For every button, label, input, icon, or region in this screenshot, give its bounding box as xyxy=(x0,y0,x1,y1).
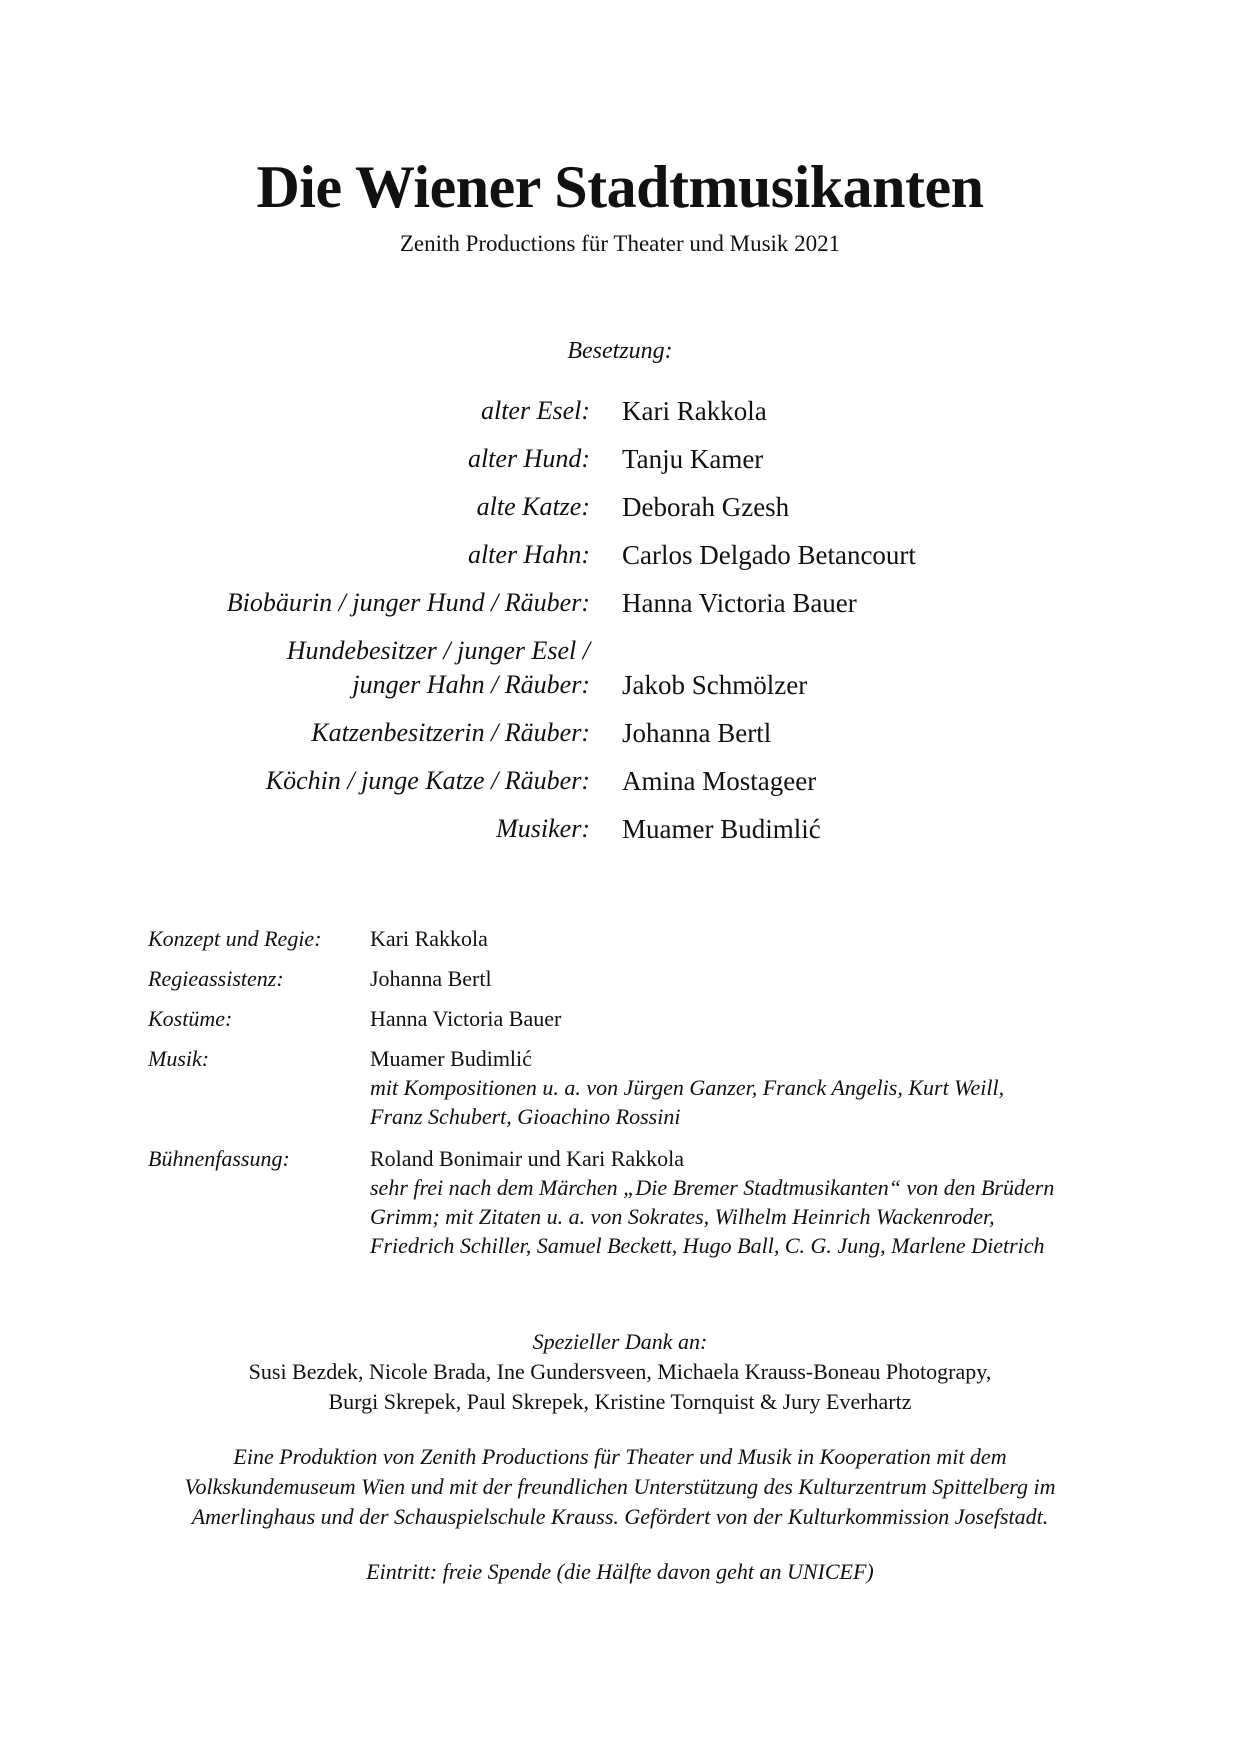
cast-role: alter Hund: xyxy=(467,444,590,473)
cast-role: Biobäurin / junger Hund / Räuber: xyxy=(226,588,590,617)
crew-row xyxy=(148,1144,1108,1264)
cast-row xyxy=(0,812,1240,860)
crew-note: sehr frei nach dem Märchen „Die Bremer Stadtmusikanten“ von den Brüdern xyxy=(370,1175,1055,1200)
cast-actor: Johanna Bertl xyxy=(622,718,772,748)
cast-role: alter Esel: xyxy=(480,396,590,425)
cast-actor: Amina Mostageer xyxy=(622,766,817,796)
cast-role-line: junger Hahn / Räuber: xyxy=(352,670,590,699)
cast-role-line: Hundebesitzer / junger Esel / xyxy=(286,636,590,665)
cast-actor: Jakob Schmölzer xyxy=(622,670,808,700)
cast-role: Katzenbesitzerin / Räuber: xyxy=(311,718,590,747)
crew-note: Franz Schubert, Gioachino Rossini xyxy=(370,1104,681,1129)
thanks-list xyxy=(180,1357,1060,1417)
cast-row xyxy=(0,586,1240,634)
crew-name: Muamer Budimlić xyxy=(370,1046,532,1071)
cast-actor: Carlos Delgado Betancourt xyxy=(622,540,916,570)
crew-label: Bühnenfassung: xyxy=(148,1146,290,1171)
crew-note: mit Kompositionen u. a. von Jürgen Ganzer, Franck Angelis, Kurt Weill, xyxy=(370,1075,1005,1100)
crew-note: Grimm; mit Zitaten u. a. von Sokrates, Wilhelm Heinrich Wackenroder, xyxy=(370,1204,995,1229)
cast-role: Köchin / junge Katze / Räuber: xyxy=(265,766,590,795)
cast-role: alter Hahn: xyxy=(467,540,590,569)
crew-body xyxy=(370,924,1108,953)
crew-label: Kostüme: xyxy=(148,1006,233,1031)
cast-role xyxy=(70,634,590,702)
crew-label: Konzept und Regie: xyxy=(148,926,322,951)
crew-row xyxy=(148,1044,1108,1144)
cast-heading: Besetzung: xyxy=(567,338,673,364)
production-line: Eine Produktion von Zenith Productions für Theater und Musik in Kooperation mit dem xyxy=(233,1444,1007,1469)
production-line: Amerlinghaus und der Schauspielschule Krauss. Gefördert von der Kulturkommission Josefstadt. xyxy=(191,1504,1049,1529)
cast-row xyxy=(0,764,1240,812)
production-credit xyxy=(140,1442,1100,1532)
crew-name: Kari Rakkola xyxy=(370,926,488,951)
crew-name: Johanna Bertl xyxy=(370,966,492,991)
cast-row xyxy=(0,716,1240,764)
page-subtitle: Zenith Productions für Theater und Musik 2021 xyxy=(399,231,841,256)
cast-actor: Deborah Gzesh xyxy=(622,492,790,522)
thanks-line: Susi Bezdek, Nicole Brada, Ine Gundersveen, Michaela Krauss-Boneau Photograpy, xyxy=(248,1359,992,1384)
cast-row xyxy=(0,490,1240,538)
cast-role: alte Katze: xyxy=(476,492,590,521)
cast-row xyxy=(0,394,1240,442)
production-line: Volkskundemuseum Wien und mit der freundlichen Unterstützung des Kulturzentrum Spittelberg im xyxy=(184,1474,1056,1499)
crew-body xyxy=(370,1004,1108,1033)
crew-name: Hanna Victoria Bauer xyxy=(370,1006,562,1031)
page-title: Die Wiener Stadtmusikanten xyxy=(256,154,984,220)
cast-actor: Hanna Victoria Bauer xyxy=(622,588,857,618)
crew-body xyxy=(370,1144,1108,1260)
cast-list xyxy=(0,394,1240,860)
cast-row xyxy=(0,442,1240,490)
cast-actor: Kari Rakkola xyxy=(622,396,767,426)
crew-body xyxy=(370,1044,1108,1131)
thanks-heading: Spezieller Dank an: xyxy=(532,1329,708,1354)
thanks-line: Burgi Skrepek, Paul Skrepek, Kristine Tornquist & Jury Everhartz xyxy=(328,1389,912,1414)
crew-label: Regieassistenz: xyxy=(148,966,284,991)
admission-note: Eintritt: freie Spende (die Hälfte davon geht an UNICEF) xyxy=(366,1559,874,1584)
cast-row xyxy=(0,634,1240,716)
cast-row xyxy=(0,538,1240,586)
crew-note: Friedrich Schiller, Samuel Beckett, Hugo Ball, C. G. Jung, Marlene Dietrich xyxy=(370,1233,1045,1258)
cast-actor: Tanju Kamer xyxy=(622,444,764,474)
cast-role: Musiker: xyxy=(496,814,590,843)
cast-actor: Muamer Budimlić xyxy=(622,814,821,844)
crew-row xyxy=(148,964,1108,1004)
crew-list xyxy=(148,924,1108,1264)
crew-body xyxy=(370,964,1108,993)
crew-name: Roland Bonimair und Kari Rakkola xyxy=(370,1146,685,1171)
crew-label: Musik: xyxy=(148,1046,210,1071)
crew-row xyxy=(148,924,1108,964)
crew-row xyxy=(148,1004,1108,1044)
